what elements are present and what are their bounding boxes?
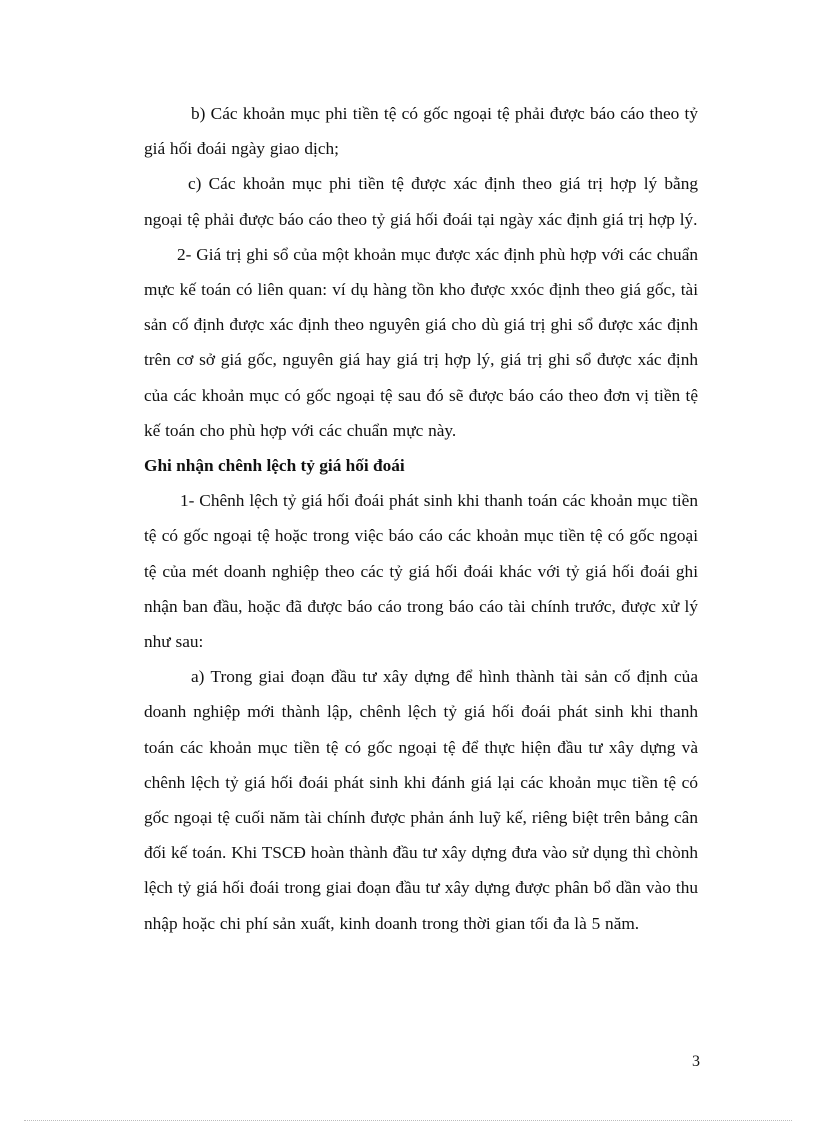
page-number: 3 xyxy=(692,1053,700,1070)
page-bottom-border xyxy=(24,1120,792,1121)
paragraph-item-b: b) Các khoản mục phi tiền tệ có gốc ngoại tệ phải được báo cáo theo tỷ giá hối đoái ngày giao dịch; xyxy=(144,104,698,159)
paragraph-point-2: 2- Giá trị ghi sổ của một khoản mục được xác định phù hợp với các chuẩn mực kế toán có liên quan: ví dụ hàng tồn kho được xxóc định theo giá gốc, tài sản cố định được xác định theo nguyên giá cho dù giá trị ghi sổ được xác định trên cơ sở giá gốc, nguyên giá hay giá trị hợp lý, giá trị ghi sổ được xác định của các khoản mục có gốc ngoại tệ sau đó sẽ được báo cáo theo đơn vị tiền tệ kế toán cho phù hợp với các chuẩn mực này. xyxy=(144,244,698,440)
paragraph-item-c: c) Các khoản mục phi tiền tệ được xác định theo giá trị hợp lý bằng ngoại tệ phải được báo cáo theo tỷ giá hối đoái tại ngày xác định giá trị hợp lý. xyxy=(144,174,698,229)
paragraph-point-1: 1- Chênh lệch tỷ giá hối đoái phát sinh khi thanh toán các khoản mục tiền tệ có gốc ngoại tệ hoặc trong việc báo cáo các khoản mục tiền tệ có gốc ngoại tệ của mét doanh nghiệp theo các tỷ giá hối đoái khác với tỷ giá hối đoái ghi nhận ban đầu, hoặc đã được báo cáo trong báo cáo tài chính trước, được xử lý như sau: xyxy=(144,491,698,652)
paragraph-item-a: a) Trong giai đoạn đầu tư xây dựng để hình thành tài sản cố định của doanh nghiệp mới thành lập, chênh lệch tỷ giá hối đoái phát sinh khi thanh toán các khoản mục tiền tệ có gốc ngoại tệ để thực hiện đầu tư xây dựng và chênh lệch tỷ giá hối đoái phát sinh khi đánh giá lại các khoản mục tiền tệ có gốc ngoại tệ cuối năm tài chính được phản ánh luỹ kế, riêng biệt trên bảng cân đối kế toán. Khi TSCĐ hoàn thành đầu tư xây dựng đưa vào sử dụng thì chònh lệch tỷ giá hối đoái trong giai đoạn đầu tư xây dựng được phân bổ dần vào thu nhập hoặc chi phí sản xuất, kinh doanh trong thời gian tối đa là 5 năm. xyxy=(144,667,698,933)
section-heading: Ghi nhận chênh lệch tỷ giá hối đoái xyxy=(144,456,405,476)
body-text xyxy=(144,96,698,941)
